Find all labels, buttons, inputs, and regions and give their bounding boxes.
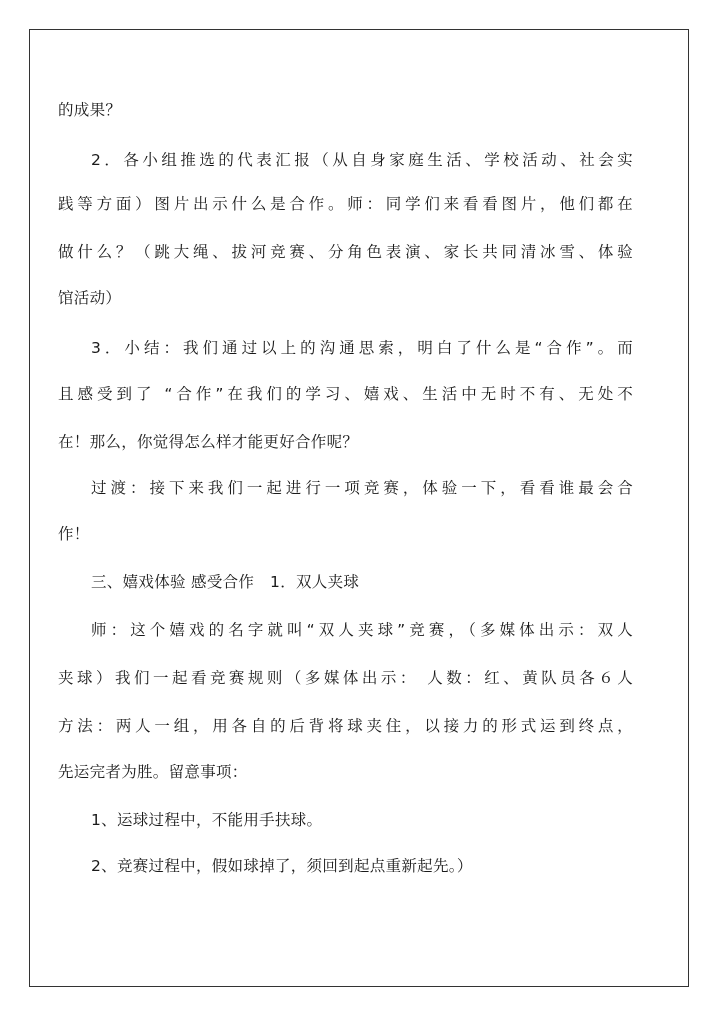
text-line: 2．各小组推选的代表汇报（从自身家庭生活、学校活动、社会实 <box>91 151 633 169</box>
text-line: 且感受到了 “合作”在我们的学习、嬉戏、生活中无时不有、无处不 <box>58 385 633 403</box>
text-line: 做什么？（跳大绳、拔河竞赛、分角色表演、家长共同清冰雪、体验 <box>58 243 633 261</box>
text-line: 先运完者为胜。留意事项： <box>58 763 248 781</box>
text-line: 夹球）我们一起看竞赛规则（多媒体出示： 人数：红、黄队员各６人 <box>58 669 633 687</box>
text-line: 作！ <box>58 525 90 543</box>
text-line: 过渡：接下来我们一起进行一项竞赛，体验一下，看看谁最会合 <box>91 479 633 497</box>
text-line: 3．小结：我们通过以上的沟通思索，明白了什么是“合作”。而 <box>91 339 633 357</box>
text-line: 的成果？ <box>58 101 122 119</box>
text-line: 馆活动） <box>58 289 122 307</box>
text-line: 1、运球过程中，不能用手扶球。 <box>91 811 323 829</box>
section-heading: 三、嬉戏体验 感受合作 1．双人夹球 <box>91 573 360 591</box>
text-line: 在！那么，你觉得怎么样才能更好合作呢？ <box>58 433 359 451</box>
text-line: 2、竞赛过程中，假如球掉了，须回到起点重新起先。） <box>91 857 473 875</box>
page-border <box>29 29 689 987</box>
text-line: 方法：两人一组，用各自的后背将球夹住，以接力的形式运到终点， <box>58 717 633 735</box>
text-line: 师：这个嬉戏的名字就叫“双人夹球”竞赛，（多媒体出示：双人 <box>91 621 633 639</box>
text-line: 践等方面）图片出示什么是合作。师：同学们来看看图片，他们都在 <box>58 195 633 213</box>
